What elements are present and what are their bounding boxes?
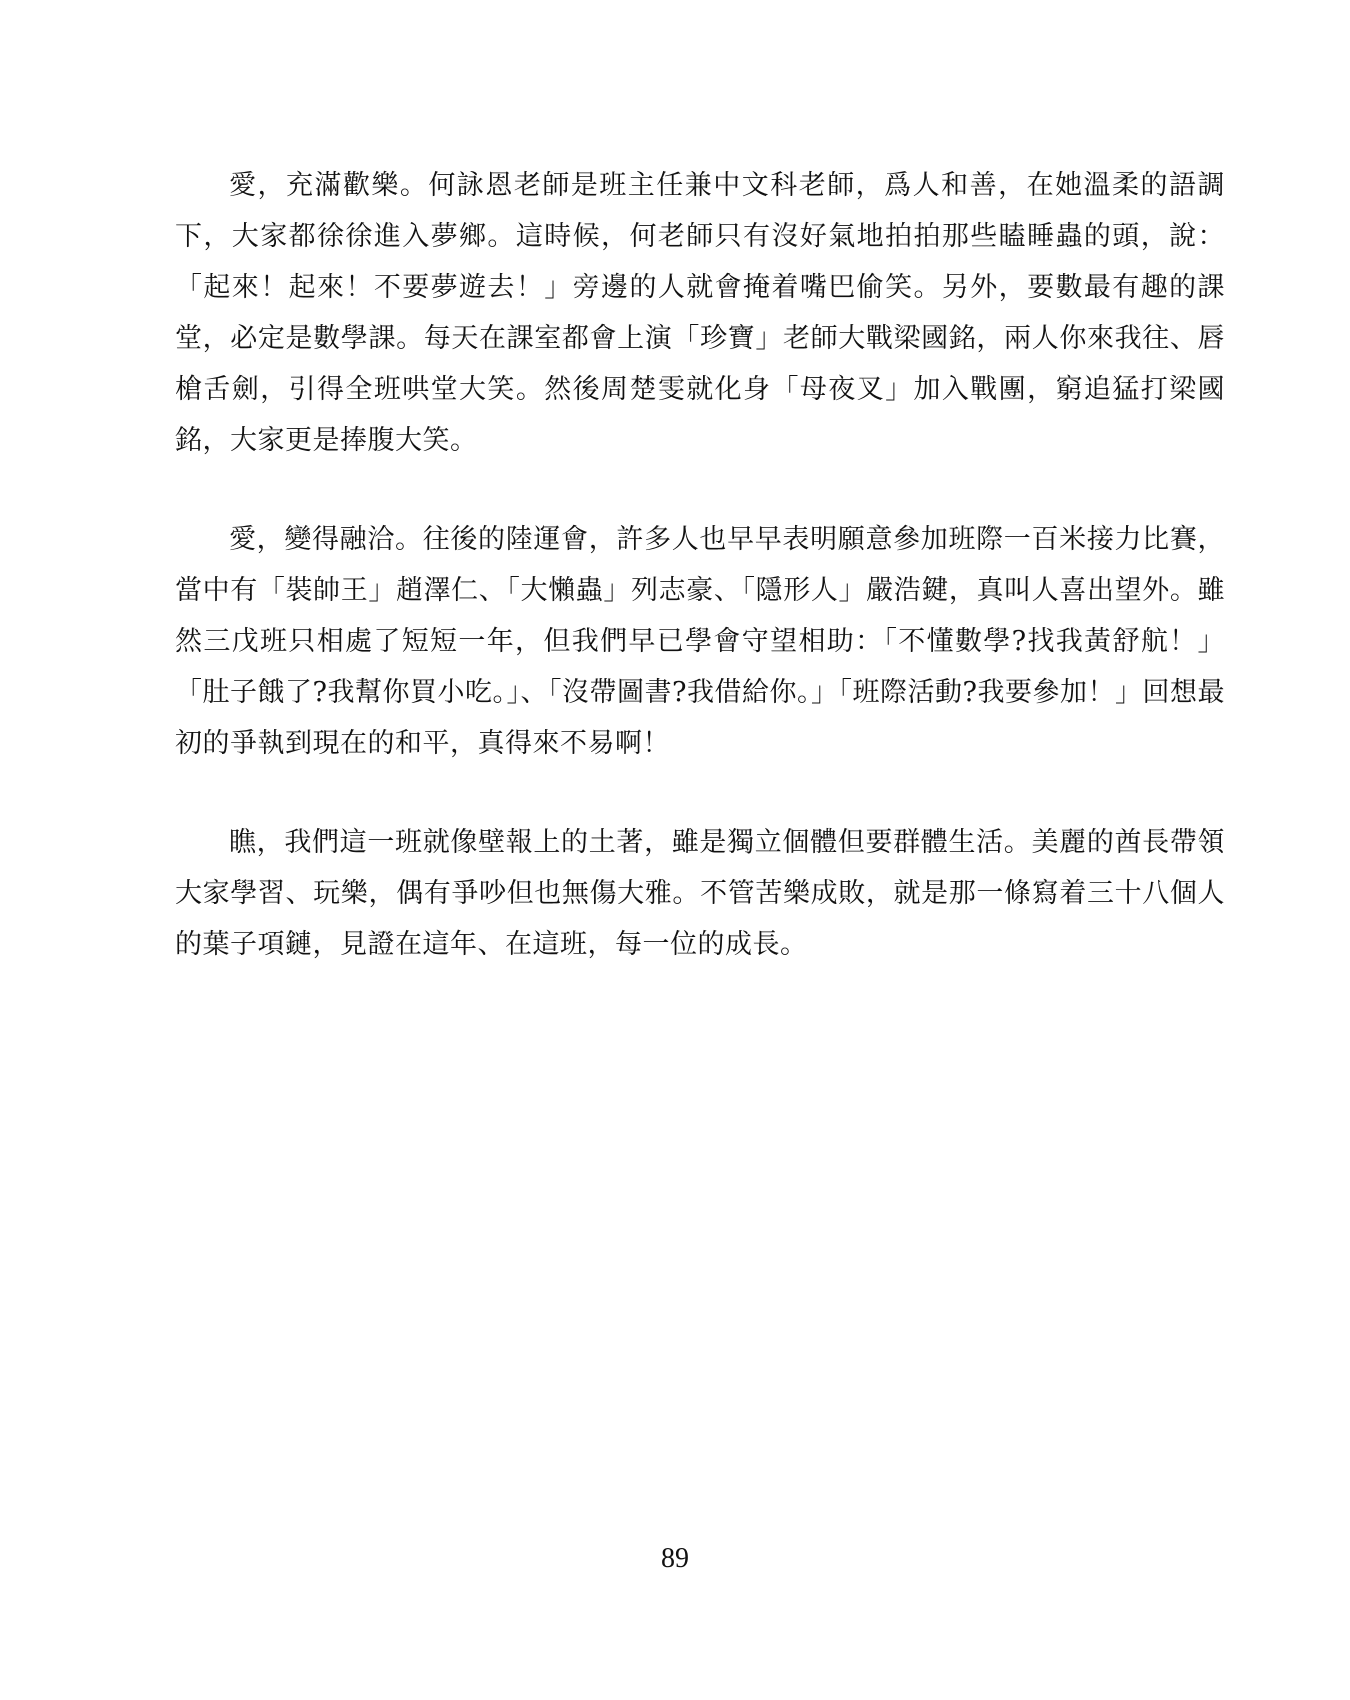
body-text <box>175 160 1225 1018</box>
page-number: 89 <box>661 1543 689 1574</box>
paragraph-classroom-joy: 愛，充滿歡樂。何詠恩老師是班主任兼中文科老師，爲人和善，在她溫柔的語調下，大家都徐徐進入夢鄉。這時候，何老師只有沒好氣地拍拍那些瞌睡蟲的頭，說：「起來！起來！不要夢遊去！」旁邊的人就會掩着嘴巴偷笑。另外，要數最有趣的課堂，必定是數學課。每天在課室都會上演「珍寶」老師大戰梁國銘，兩人你來我往、唇槍舌劍，引得全班哄堂大笑。然後周楚雯就化身「母夜叉」加入戰團，窮追猛打梁國銘，大家更是捧腹大笑。 <box>175 170 1225 456</box>
paragraph-sports-day: 愛，變得融洽。往後的陸運會，許多人也早早表明願意參加班際一百米接力比賽，當中有「裝帥王」趙澤仁、「大懶蟲」列志豪、「隱形人」嚴浩鍵，真叫人喜出望外。雖然三戊班只相處了短短一年，但我們早已學會守望相助：「不懂數學?找我黃舒航！」「肚子餓了?我幫你買小吃。」、「沒帶圖書?我借給你。」「班際活動?我要參加！」回想最初的爭執到現在的和平，真得來不易啊！ <box>175 524 1225 759</box>
paragraph-conclusion: 瞧，我們這一班就像壁報上的土著，雖是獨立個體但要群體生活。美麗的酋長帶領大家學習、玩樂，偶有爭吵但也無傷大雅。不管苦樂成敗，就是那一條寫着三十八個人的葉子項鏈，見證在這年、在這班，每一位的成長。 <box>175 827 1225 960</box>
